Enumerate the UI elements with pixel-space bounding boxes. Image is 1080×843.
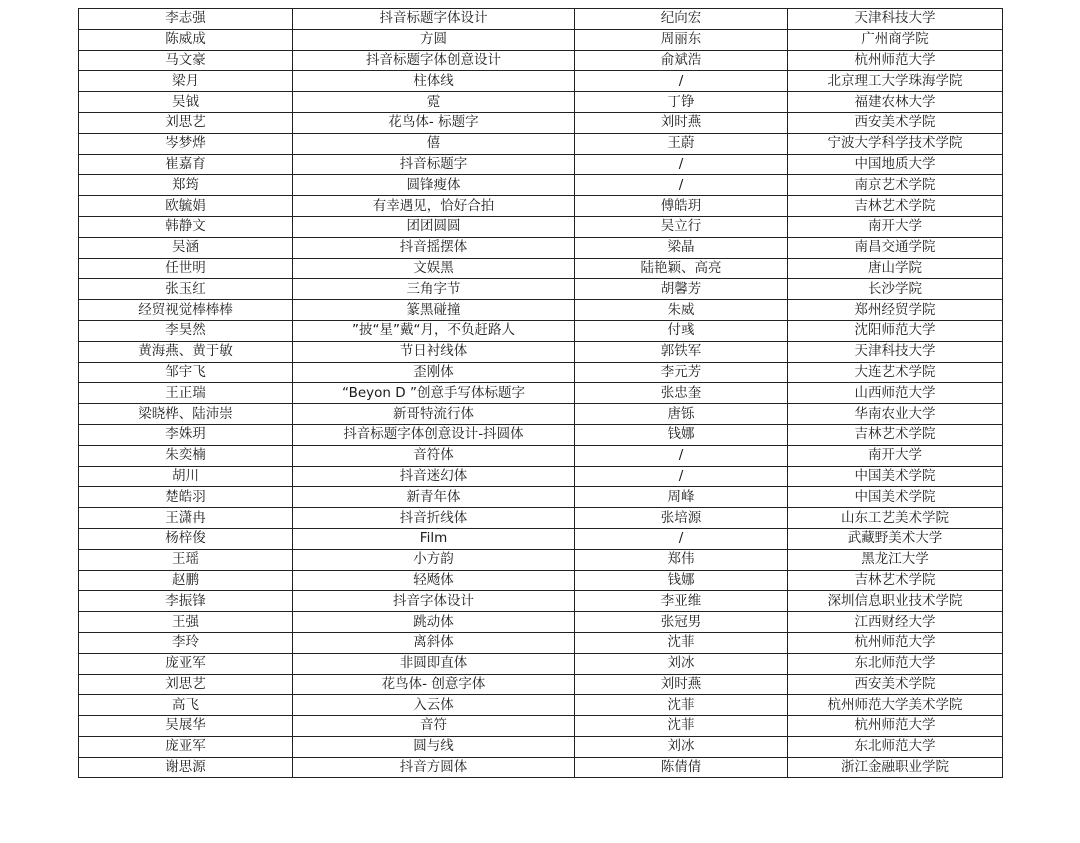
work-title-cell: 柱体线 bbox=[293, 71, 575, 92]
advisor-name-cell: / bbox=[575, 154, 788, 175]
advisor-name-cell: / bbox=[575, 528, 788, 549]
table-row bbox=[79, 404, 1003, 425]
author-name-cell: 王正瑞 bbox=[79, 383, 293, 404]
work-title-cell: 团团圆圆 bbox=[293, 216, 575, 237]
author-name-cell: 王强 bbox=[79, 612, 293, 633]
author-name-cell: 马文豪 bbox=[79, 50, 293, 71]
table-row bbox=[79, 133, 1003, 154]
school-cell: 南开大学 bbox=[788, 445, 1003, 466]
advisor-name-cell: 吴立行 bbox=[575, 216, 788, 237]
school-cell: 郑州经贸学院 bbox=[788, 300, 1003, 321]
advisor-name-cell: 张冠男 bbox=[575, 612, 788, 633]
table-row bbox=[79, 695, 1003, 716]
advisor-name-cell: 陈倩倩 bbox=[575, 757, 788, 778]
school-cell: 西安美术学院 bbox=[788, 112, 1003, 133]
advisor-name-cell: 唐铄 bbox=[575, 404, 788, 425]
table-row bbox=[79, 632, 1003, 653]
work-title-cell: 抖音标题字体设计 bbox=[293, 9, 575, 30]
work-title-cell: 新青年体 bbox=[293, 487, 575, 508]
work-title-cell: 三角字节 bbox=[293, 279, 575, 300]
school-cell: 黑龙江大学 bbox=[788, 549, 1003, 570]
work-title-cell: 花鸟体- 标题字 bbox=[293, 112, 575, 133]
school-cell: 福建农林大学 bbox=[788, 92, 1003, 113]
table-row bbox=[79, 716, 1003, 737]
table-row bbox=[79, 29, 1003, 50]
school-cell: 中国地质大学 bbox=[788, 154, 1003, 175]
author-name-cell: 庞亚军 bbox=[79, 653, 293, 674]
author-name-cell: 邹宇飞 bbox=[79, 362, 293, 383]
advisor-name-cell: 张忠奎 bbox=[575, 383, 788, 404]
author-name-cell: 梁晓桦、陆沛崇 bbox=[79, 404, 293, 425]
table-row bbox=[79, 92, 1003, 113]
table-row bbox=[79, 466, 1003, 487]
table-row bbox=[79, 196, 1003, 217]
advisor-name-cell: 周峰 bbox=[575, 487, 788, 508]
table-row bbox=[79, 612, 1003, 633]
advisor-name-cell: 沈菲 bbox=[575, 632, 788, 653]
school-cell: 东北师范大学 bbox=[788, 653, 1003, 674]
advisor-name-cell: 梁晶 bbox=[575, 237, 788, 258]
work-title-cell: 霓 bbox=[293, 92, 575, 113]
author-name-cell: 岑梦烨 bbox=[79, 133, 293, 154]
table-row bbox=[79, 279, 1003, 300]
advisor-name-cell: 丁铮 bbox=[575, 92, 788, 113]
roster-table-body bbox=[79, 9, 1003, 778]
school-cell: 江西财经大学 bbox=[788, 612, 1003, 633]
table-row bbox=[79, 154, 1003, 175]
advisor-name-cell: 胡馨芳 bbox=[575, 279, 788, 300]
author-name-cell: 张玉红 bbox=[79, 279, 293, 300]
school-cell: 沈阳师范大学 bbox=[788, 320, 1003, 341]
table-row bbox=[79, 445, 1003, 466]
table-row bbox=[79, 216, 1003, 237]
school-cell: 吉林艺术学院 bbox=[788, 570, 1003, 591]
advisor-name-cell: 张培源 bbox=[575, 508, 788, 529]
work-title-cell: ”披“星”戴“月，不负赶路人 bbox=[293, 320, 575, 341]
advisor-name-cell: 陆艳颖、高亮 bbox=[575, 258, 788, 279]
advisor-name-cell: 李亚维 bbox=[575, 591, 788, 612]
author-name-cell: 吴展华 bbox=[79, 716, 293, 737]
advisor-name-cell: 钱娜 bbox=[575, 570, 788, 591]
advisor-name-cell: 朱威 bbox=[575, 300, 788, 321]
advisor-name-cell: 李元芳 bbox=[575, 362, 788, 383]
author-name-cell: 谢思源 bbox=[79, 757, 293, 778]
roster-sheet bbox=[78, 8, 1002, 778]
school-cell: 华南农业大学 bbox=[788, 404, 1003, 425]
advisor-name-cell: / bbox=[575, 175, 788, 196]
table-row bbox=[79, 424, 1003, 445]
author-name-cell: 胡川 bbox=[79, 466, 293, 487]
author-name-cell: 欧毓娟 bbox=[79, 196, 293, 217]
advisor-name-cell: 周丽东 bbox=[575, 29, 788, 50]
school-cell: 吉林艺术学院 bbox=[788, 196, 1003, 217]
table-row bbox=[79, 341, 1003, 362]
work-title-cell: 僖 bbox=[293, 133, 575, 154]
work-title-cell: 新哥特流行体 bbox=[293, 404, 575, 425]
table-row bbox=[79, 175, 1003, 196]
table-row bbox=[79, 112, 1003, 133]
work-title-cell: 音符 bbox=[293, 716, 575, 737]
advisor-name-cell: 郑伟 bbox=[575, 549, 788, 570]
school-cell: 南京艺术学院 bbox=[788, 175, 1003, 196]
work-title-cell: “Beyon D ”创意手写体标题字 bbox=[293, 383, 575, 404]
table-row bbox=[79, 258, 1003, 279]
work-title-cell: 小方韵 bbox=[293, 549, 575, 570]
work-title-cell: 抖音标题字体创意设计-抖圆体 bbox=[293, 424, 575, 445]
author-name-cell: 任世明 bbox=[79, 258, 293, 279]
school-cell: 南昌交通学院 bbox=[788, 237, 1003, 258]
table-row bbox=[79, 508, 1003, 529]
school-cell: 广州商学院 bbox=[788, 29, 1003, 50]
table-row bbox=[79, 9, 1003, 30]
work-title-cell: Film bbox=[293, 528, 575, 549]
school-cell: 杭州师范大学美术学院 bbox=[788, 695, 1003, 716]
work-title-cell: 有幸遇见，恰好合拍 bbox=[293, 196, 575, 217]
advisor-name-cell: 刘冰 bbox=[575, 653, 788, 674]
school-cell: 天津科技大学 bbox=[788, 9, 1003, 30]
school-cell: 杭州师范大学 bbox=[788, 716, 1003, 737]
advisor-name-cell: 沈菲 bbox=[575, 716, 788, 737]
table-row bbox=[79, 362, 1003, 383]
work-title-cell: 抖音标题字 bbox=[293, 154, 575, 175]
work-title-cell: 圆锋瘦体 bbox=[293, 175, 575, 196]
table-row bbox=[79, 300, 1003, 321]
table-row bbox=[79, 487, 1003, 508]
author-name-cell: 刘思艺 bbox=[79, 674, 293, 695]
author-name-cell: 王潇冉 bbox=[79, 508, 293, 529]
advisor-name-cell: 傅皓玥 bbox=[575, 196, 788, 217]
table-row bbox=[79, 653, 1003, 674]
advisor-name-cell: 钱娜 bbox=[575, 424, 788, 445]
table-row bbox=[79, 674, 1003, 695]
work-title-cell: 抖音方圆体 bbox=[293, 757, 575, 778]
table-row bbox=[79, 71, 1003, 92]
table-row bbox=[79, 570, 1003, 591]
work-title-cell: 离斜体 bbox=[293, 632, 575, 653]
school-cell: 唐山学院 bbox=[788, 258, 1003, 279]
school-cell: 东北师范大学 bbox=[788, 736, 1003, 757]
school-cell: 中国美术学院 bbox=[788, 487, 1003, 508]
school-cell: 山西师范大学 bbox=[788, 383, 1003, 404]
school-cell: 杭州师范大学 bbox=[788, 632, 1003, 653]
table-row bbox=[79, 736, 1003, 757]
work-title-cell: 圆与线 bbox=[293, 736, 575, 757]
table-row bbox=[79, 320, 1003, 341]
work-title-cell: 跳动体 bbox=[293, 612, 575, 633]
work-title-cell: 抖音摇摆体 bbox=[293, 237, 575, 258]
author-name-cell: 梁月 bbox=[79, 71, 293, 92]
author-name-cell: 杨梓俊 bbox=[79, 528, 293, 549]
advisor-name-cell: 刘冰 bbox=[575, 736, 788, 757]
author-name-cell: 吴涵 bbox=[79, 237, 293, 258]
author-name-cell: 韩静文 bbox=[79, 216, 293, 237]
author-name-cell: 赵鹏 bbox=[79, 570, 293, 591]
advisor-name-cell: 刘时燕 bbox=[575, 112, 788, 133]
work-title-cell: 花鸟体- 创意字体 bbox=[293, 674, 575, 695]
author-name-cell: 李振锋 bbox=[79, 591, 293, 612]
school-cell: 浙江金融职业学院 bbox=[788, 757, 1003, 778]
school-cell: 宁波大学科学技术学院 bbox=[788, 133, 1003, 154]
author-name-cell: 郑筠 bbox=[79, 175, 293, 196]
work-title-cell: 音符体 bbox=[293, 445, 575, 466]
author-name-cell: 李姝玥 bbox=[79, 424, 293, 445]
work-title-cell: 抖音标题字体创意设计 bbox=[293, 50, 575, 71]
school-cell: 大连艺术学院 bbox=[788, 362, 1003, 383]
advisor-name-cell: 郭铁军 bbox=[575, 341, 788, 362]
table-row bbox=[79, 383, 1003, 404]
author-name-cell: 吴钺 bbox=[79, 92, 293, 113]
advisor-name-cell: 王蔚 bbox=[575, 133, 788, 154]
school-cell: 南开大学 bbox=[788, 216, 1003, 237]
author-name-cell: 庞亚军 bbox=[79, 736, 293, 757]
advisor-name-cell: 刘时燕 bbox=[575, 674, 788, 695]
work-title-cell: 篆黑碰撞 bbox=[293, 300, 575, 321]
author-name-cell: 陈威成 bbox=[79, 29, 293, 50]
author-name-cell: 崔嘉育 bbox=[79, 154, 293, 175]
school-cell: 西安美术学院 bbox=[788, 674, 1003, 695]
advisor-name-cell: / bbox=[575, 466, 788, 487]
work-title-cell: 节日衬线体 bbox=[293, 341, 575, 362]
author-name-cell: 经贸视觉棒棒棒 bbox=[79, 300, 293, 321]
table-row bbox=[79, 591, 1003, 612]
advisor-name-cell: / bbox=[575, 445, 788, 466]
author-name-cell: 刘思艺 bbox=[79, 112, 293, 133]
table-row bbox=[79, 237, 1003, 258]
advisor-name-cell: 纪向宏 bbox=[575, 9, 788, 30]
school-cell: 北京理工大学珠海学院 bbox=[788, 71, 1003, 92]
work-title-cell: 抖音迷幻体 bbox=[293, 466, 575, 487]
school-cell: 杭州师范大学 bbox=[788, 50, 1003, 71]
author-name-cell: 楚皓羽 bbox=[79, 487, 293, 508]
work-title-cell: 抖音折线体 bbox=[293, 508, 575, 529]
table-row bbox=[79, 757, 1003, 778]
author-name-cell: 朱奕楠 bbox=[79, 445, 293, 466]
work-title-cell: 轻飏体 bbox=[293, 570, 575, 591]
school-cell: 深圳信息职业技术学院 bbox=[788, 591, 1003, 612]
roster-table bbox=[78, 8, 1003, 778]
author-name-cell: 高飞 bbox=[79, 695, 293, 716]
work-title-cell: 歪刚体 bbox=[293, 362, 575, 383]
advisor-name-cell: 沈菲 bbox=[575, 695, 788, 716]
advisor-name-cell: / bbox=[575, 71, 788, 92]
school-cell: 武藏野美术大学 bbox=[788, 528, 1003, 549]
author-name-cell: 王瑶 bbox=[79, 549, 293, 570]
work-title-cell: 入云体 bbox=[293, 695, 575, 716]
school-cell: 中国美术学院 bbox=[788, 466, 1003, 487]
table-row bbox=[79, 50, 1003, 71]
work-title-cell: 抖音字体设计 bbox=[293, 591, 575, 612]
author-name-cell: 黄海燕、黄于敏 bbox=[79, 341, 293, 362]
table-row bbox=[79, 528, 1003, 549]
advisor-name-cell: 俞斌浩 bbox=[575, 50, 788, 71]
table-row bbox=[79, 549, 1003, 570]
school-cell: 天津科技大学 bbox=[788, 341, 1003, 362]
advisor-name-cell: 付彧 bbox=[575, 320, 788, 341]
work-title-cell: 文娱黑 bbox=[293, 258, 575, 279]
work-title-cell: 非圆即直体 bbox=[293, 653, 575, 674]
school-cell: 吉林艺术学院 bbox=[788, 424, 1003, 445]
school-cell: 山东工艺美术学院 bbox=[788, 508, 1003, 529]
author-name-cell: 李昊然 bbox=[79, 320, 293, 341]
work-title-cell: 方圆 bbox=[293, 29, 575, 50]
school-cell: 长沙学院 bbox=[788, 279, 1003, 300]
author-name-cell: 李玲 bbox=[79, 632, 293, 653]
author-name-cell: 李志强 bbox=[79, 9, 293, 30]
